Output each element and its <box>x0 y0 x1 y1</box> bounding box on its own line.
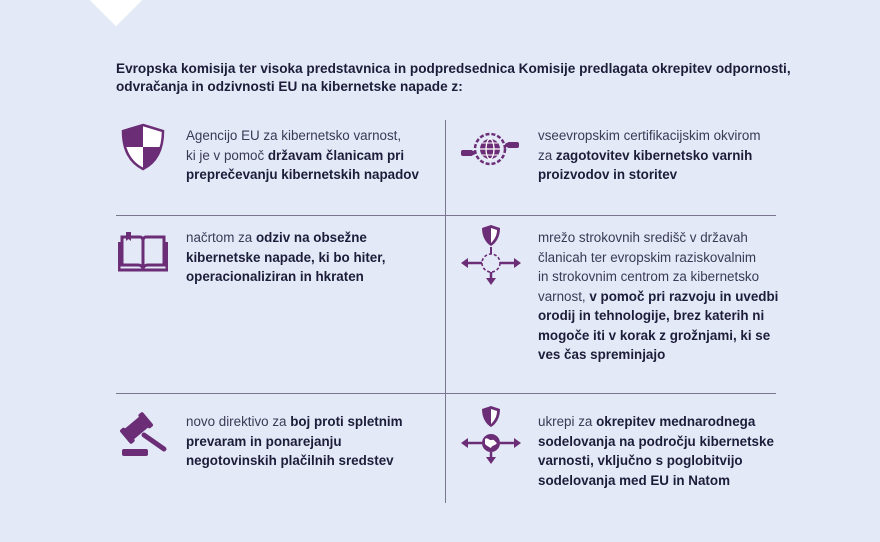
bold-text: sodelovanja na področju kibernetske <box>538 433 774 449</box>
bold-text: proizvodov in storitev <box>538 167 678 182</box>
item-text <box>538 228 778 365</box>
bold-text: okrepitev mednarodnega <box>596 414 756 429</box>
item-line <box>538 287 778 307</box>
regular-text: novo direktivo za <box>186 414 291 429</box>
gavel-icon <box>120 411 170 459</box>
regular-text: ki je v pomoč <box>186 147 268 163</box>
item-text <box>186 412 403 471</box>
bold-text: zagotovitev kibernetsko varnih <box>555 147 753 163</box>
item-line <box>186 248 385 268</box>
bold-text: odziv na obsežne <box>255 230 367 245</box>
bold-text: v pomoč pri razvoju in uvedbi <box>589 288 779 304</box>
item-text <box>186 228 385 287</box>
item-line <box>538 326 778 346</box>
item-line <box>538 267 778 287</box>
regular-text: vseevropskim certifikacijskim okvirom <box>538 128 761 143</box>
network-shield-icon <box>458 223 524 287</box>
globe-shield-icon <box>458 404 524 466</box>
item-line <box>186 451 403 471</box>
shield-icon <box>120 123 166 171</box>
intro-line-2: odvračanja in odzivnosti EU na kibernetske napade z: <box>116 79 463 94</box>
item-line <box>538 165 760 185</box>
item-competence-network <box>538 228 778 365</box>
item-line <box>538 126 760 146</box>
item-line <box>538 306 778 326</box>
item-line <box>538 412 774 432</box>
item-agency <box>186 126 419 185</box>
bold-text: državam članicam pri <box>267 147 405 163</box>
item-directive <box>186 412 403 471</box>
item-line <box>538 471 774 491</box>
item-text <box>538 126 760 185</box>
bold-text: orodij in tehnologije, brez katerih ni <box>538 308 765 323</box>
item-line <box>538 228 778 248</box>
regular-text: Agencijo EU za kibernetsko varnost, <box>186 128 402 143</box>
item-line <box>186 146 419 166</box>
regular-text: in strokovnim centrom za kibernetsko <box>538 269 760 284</box>
item-international <box>538 412 774 490</box>
intro-text <box>116 60 796 96</box>
item-text <box>186 126 419 185</box>
bold-text: kibernetske napade, ki bo hiter, <box>186 249 386 265</box>
bold-text: ves čas spreminjajo <box>538 347 666 362</box>
bold-text: negotovinskih plačilnih sredstev <box>186 453 394 468</box>
regular-text: mrežo strokovnih središč v državah <box>538 230 748 245</box>
regular-text: načrtom za <box>186 230 256 245</box>
bold-text: sodelovanja med EU in Natom <box>538 472 730 488</box>
item-response-plan <box>186 228 385 287</box>
regular-text: varnost, <box>538 288 590 304</box>
bold-text: preprečevanju kibernetskih napadov <box>186 167 419 182</box>
bold-text: varnosti, vključno s poglobitvijo <box>538 453 743 468</box>
regular-text: za <box>538 147 556 163</box>
corner-tab-decoration <box>88 0 145 26</box>
vertical-divider <box>445 120 446 503</box>
item-line <box>186 126 419 146</box>
regular-text: ukrepi za <box>538 414 597 429</box>
bold-text: boj proti spletnim <box>290 414 403 429</box>
certified-globe-icon <box>459 129 521 169</box>
regular-text: članicah ter evropskim raziskovalnim <box>538 249 757 265</box>
item-line <box>186 165 419 185</box>
book-icon <box>118 232 168 272</box>
item-text <box>538 412 774 490</box>
item-line <box>186 432 403 452</box>
bold-text: mogoče iti v korak z grožnjami, ki se <box>538 327 771 343</box>
item-line <box>538 432 774 452</box>
bold-text: prevaram in ponarejanju <box>186 433 342 449</box>
item-line <box>186 228 385 248</box>
item-line <box>538 248 778 268</box>
item-line <box>538 345 778 365</box>
item-line <box>186 267 385 287</box>
item-line <box>186 412 403 432</box>
item-certification <box>538 126 760 185</box>
intro-line-1: Evropska komisija ter visoka predstavnica in podpredsednica Komisije predlagata okrepitev odpornosti, <box>116 61 791 76</box>
item-line <box>538 451 774 471</box>
horizontal-divider-2 <box>116 393 776 394</box>
horizontal-divider-1 <box>116 215 776 216</box>
bold-text: operacionaliziran in hkraten <box>186 269 364 284</box>
item-line <box>538 146 760 166</box>
